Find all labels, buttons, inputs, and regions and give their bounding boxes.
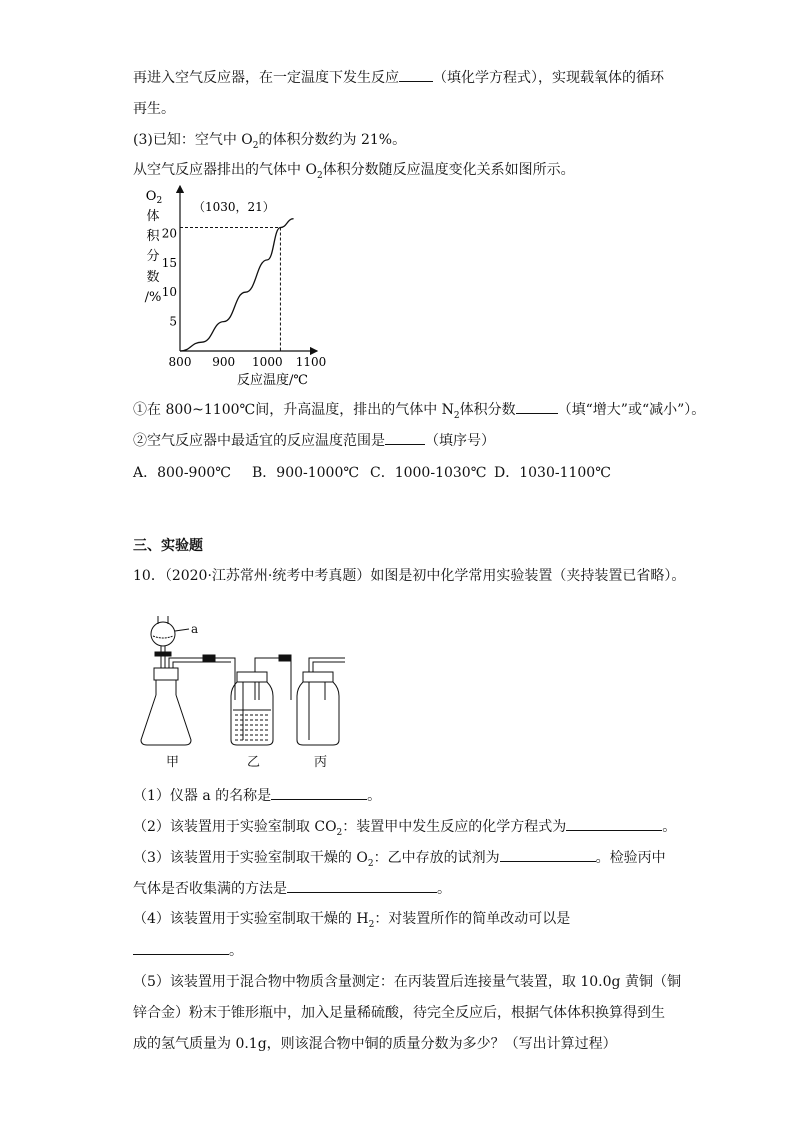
point-annotation: （1030，21） [193, 200, 275, 214]
answer-blank[interactable] [566, 816, 662, 831]
q3-2-line: ②空气反应器中最适宜的反应温度范围是 （填序号） [133, 430, 495, 451]
y-tick-label: 20 [161, 226, 177, 241]
x-tick-label: 800 [168, 355, 192, 369]
label-a: a [191, 622, 199, 636]
y-label-char: /% [144, 290, 162, 305]
x-tick-label: 900 [212, 355, 236, 369]
q3-1-line: ①在 800~1100℃间，升高温度，排出的气体中 $N_2$体积分数 （填“增大”或“减小”）。 [133, 399, 705, 426]
q10-line: 10．（2020·江苏常州·统考中考真题）如图是初中化学常用实验装置（夹持装置已省略）。 [133, 568, 686, 584]
para1b-line: 再生。 [133, 101, 175, 117]
s1-line: （1）仪器 a 的名称是 。 [133, 785, 381, 806]
data-curve [180, 219, 294, 351]
answer-blank[interactable] [500, 847, 596, 862]
separatory-funnel [151, 616, 189, 668]
option-a[interactable]: A．800-900℃ [133, 465, 231, 481]
label-yi: 乙 [247, 755, 261, 770]
lab-apparatus-diagram [133, 600, 363, 772]
s4b-line: 。 [133, 940, 243, 961]
y-label-char: 积 [146, 229, 160, 244]
answer-blank[interactable] [385, 430, 425, 445]
answer-blank[interactable] [287, 878, 437, 893]
s3-line: （3）该装置用于实验室制取干燥的 $O_2$：乙中存放的试剂为 。检验丙中 [133, 847, 666, 874]
y-tick-label: 15 [161, 255, 177, 270]
y-label-char: 体 [146, 209, 160, 224]
x-tick-label: 1100 [295, 355, 327, 369]
x-axis-label: 反应温度/℃ [237, 373, 308, 388]
s3b-line: 气体是否收集满的方法是 。 [133, 878, 451, 899]
option-c[interactable]: C．1000-1030℃ [370, 465, 487, 481]
y-tick-label: 5 [169, 314, 177, 329]
s5-line: （5）该装置用于混合物中物质含量测定：在丙装置后连接量气装置，取 10.0g 黄铜（铜 [133, 974, 681, 990]
x-tick-label: 1000 [252, 355, 283, 369]
s4-line: （4）该装置用于实验室制取干燥的 $H_2$：对装置所作的简单改动可以是 [133, 911, 571, 930]
s5c-line: 成的氢气质量为 0.1g，则该混合物中铜的质量分数为多少？（写出计算过程） [133, 1036, 617, 1052]
para1-line: 再进入空气反应器，在一定温度下发生反应 （填化学方程式），实现载氧体的循环 [133, 67, 664, 88]
y-label [145, 189, 163, 305]
answer-blank[interactable] [133, 940, 229, 955]
answer-blank[interactable] [399, 67, 433, 82]
answer-blank[interactable] [271, 785, 367, 800]
s5b-line: 锌合金）粉末于锥形瓶中，加入足量稀硫酸，待完全反应后，根据气体体积换算得到生 [133, 1005, 665, 1021]
y-tick-label: 10 [161, 285, 177, 300]
y-label-o2: $O_2$ [145, 189, 163, 206]
label-jia: 甲 [166, 755, 180, 770]
wash-bottle [231, 672, 273, 745]
y-label-char: 数 [146, 270, 160, 285]
option-d[interactable]: D．1030-1100℃ [494, 465, 611, 481]
conical-flask [141, 668, 191, 745]
s2-line: （2）该装置用于实验室制取 $CO_2$：装置甲中发生反应的化学方程式为 。 [133, 816, 676, 843]
answer-blank[interactable] [516, 399, 558, 414]
o2-temperature-chart [133, 180, 333, 390]
label-bing: 丙 [314, 755, 328, 770]
q3-line: (3)已知：空气中 $O_2$的体积分数约为 21%。 [133, 132, 407, 151]
section-title: 三、实验题 [133, 538, 203, 554]
collection-bottle [297, 672, 339, 745]
option-b[interactable]: B．900-1000℃ [252, 465, 360, 481]
y-label-char: 分 [146, 249, 160, 264]
q3b-line: 从空气反应器排出的气体中 $O_2$体积分数随反应温度变化关系如图所示。 [133, 162, 575, 181]
